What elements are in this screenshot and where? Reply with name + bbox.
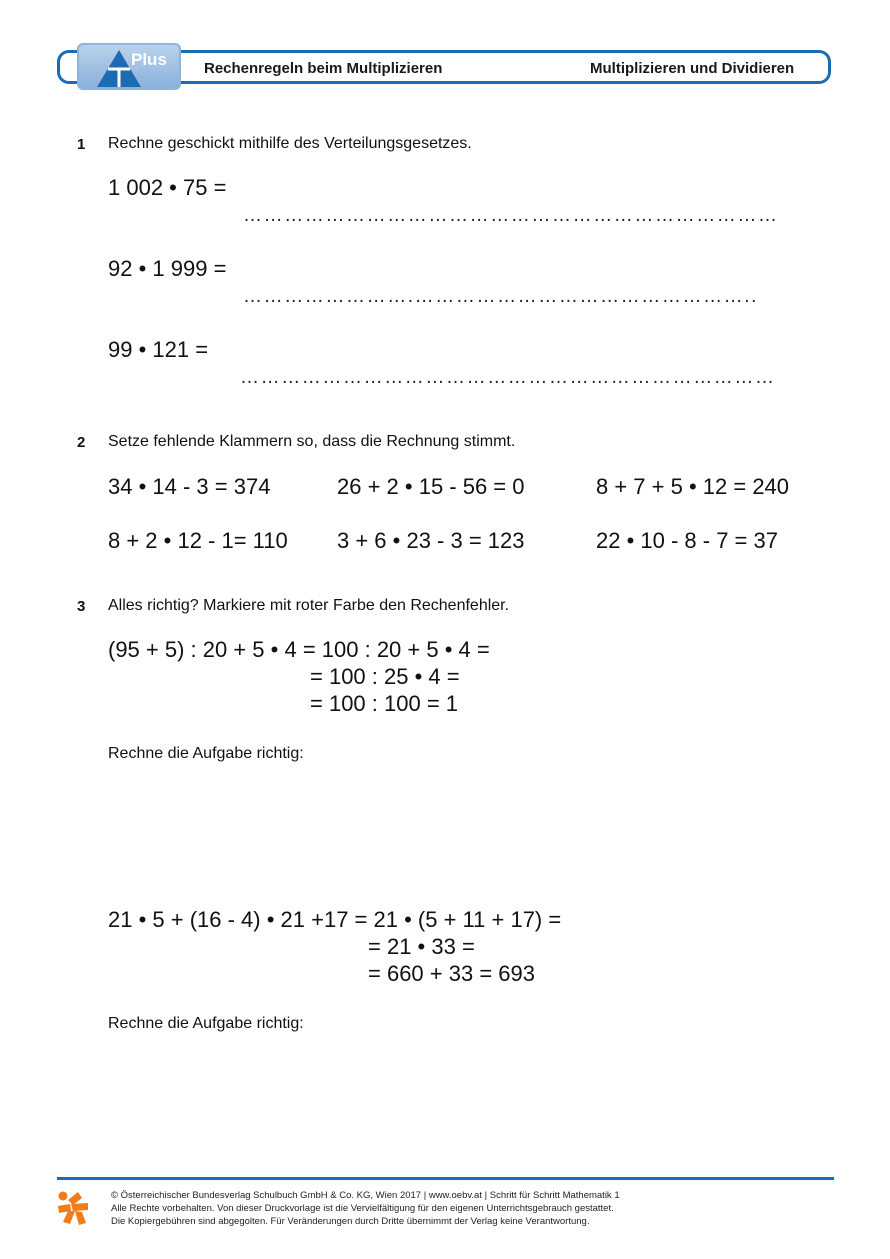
task-2-equation: 8 + 7 + 5 • 12 = 240 <box>596 474 790 499</box>
task-3-number: 3 <box>77 598 86 615</box>
task-1-instruction: Rechne geschickt mithilfe des Verteilungsgesetzes. <box>108 135 472 152</box>
task-3-instruction: Alles richtig? Markiere mit roter Farbe den Rechenfehler. <box>108 597 510 614</box>
task-3-calc-2-line-3: = 660 + 33 = 693 <box>368 961 535 986</box>
task-2-equation: 3 + 6 • 23 - 3 = 123 <box>337 528 525 553</box>
task-1-answer-line-3: …………………………………………………………………… <box>240 367 776 388</box>
task-3-calc-2-line-2: = 21 • 33 = <box>368 934 475 959</box>
task-1-number: 1 <box>77 136 86 153</box>
footer-fees: Die Kopiergebühren sind abgegolten. Für Veränderungen durch Dritte übernimmt der Verlag keine Verantwortung. <box>111 1216 590 1227</box>
footer-divider <box>57 1177 834 1180</box>
task-1-expression-1: 1 002 • 75 = <box>108 175 227 200</box>
task-2-instruction: Setze fehlende Klammern so, dass die Rechnung stimmt. <box>108 433 516 450</box>
plus-logo <box>77 43 181 90</box>
footer-rights: Alle Rechte vorbehalten. Von dieser Druckvorlage ist die Vervielfältigung für den eigenen Unterrichtsgebrauch gestattet. <box>111 1203 614 1214</box>
task-3-calc-2-line-1: 21 • 5 + (16 - 4) • 21 +17 = 21 • (5 + 11 + 17) = <box>108 907 562 932</box>
task-3-calc-1-line-1: (95 + 5) : 20 + 5 • 4 = 100 : 20 + 5 • 4 = <box>108 637 490 662</box>
task-1-answer-line-2: …………………….………………………………………….. <box>243 286 759 307</box>
task-2-equation: 8 + 2 • 12 - 1= 110 <box>108 528 288 553</box>
publisher-logo-icon <box>56 1190 90 1226</box>
header-right-title: Multiplizieren und Dividieren <box>590 60 795 77</box>
task-3-prompt-2: Rechne die Aufgabe richtig: <box>108 1015 304 1032</box>
task-1-expression-3: 99 • 121 = <box>108 337 209 362</box>
task-3-calc-1-line-2: = 100 : 25 • 4 = <box>310 664 460 689</box>
task-2-number: 2 <box>77 434 86 451</box>
task-2-equation: 26 + 2 • 15 - 56 = 0 <box>337 474 525 499</box>
task-1-answer-line-1: …………………………………………………………………… <box>243 205 779 226</box>
task-3-prompt-1: Rechne die Aufgabe richtig: <box>108 745 304 762</box>
task-2-equation: 22 • 10 - 8 - 7 = 37 <box>596 528 778 553</box>
logo-plus-text: Plus <box>131 50 167 69</box>
task-2-equation: 34 • 14 - 3 = 374 <box>108 474 271 499</box>
task-1-expression-2: 92 • 1 999 = <box>108 256 227 281</box>
header-left-title: Rechenregeln beim Multiplizieren <box>204 60 443 77</box>
task-3-calc-1-line-3: = 100 : 100 = 1 <box>310 691 459 716</box>
footer-copyright: © Österreichischer Bundesverlag Schulbuch GmbH & Co. KG, Wien 2017 | www.oebv.at | Schritt für Schritt Mathematik 1 <box>111 1190 620 1201</box>
